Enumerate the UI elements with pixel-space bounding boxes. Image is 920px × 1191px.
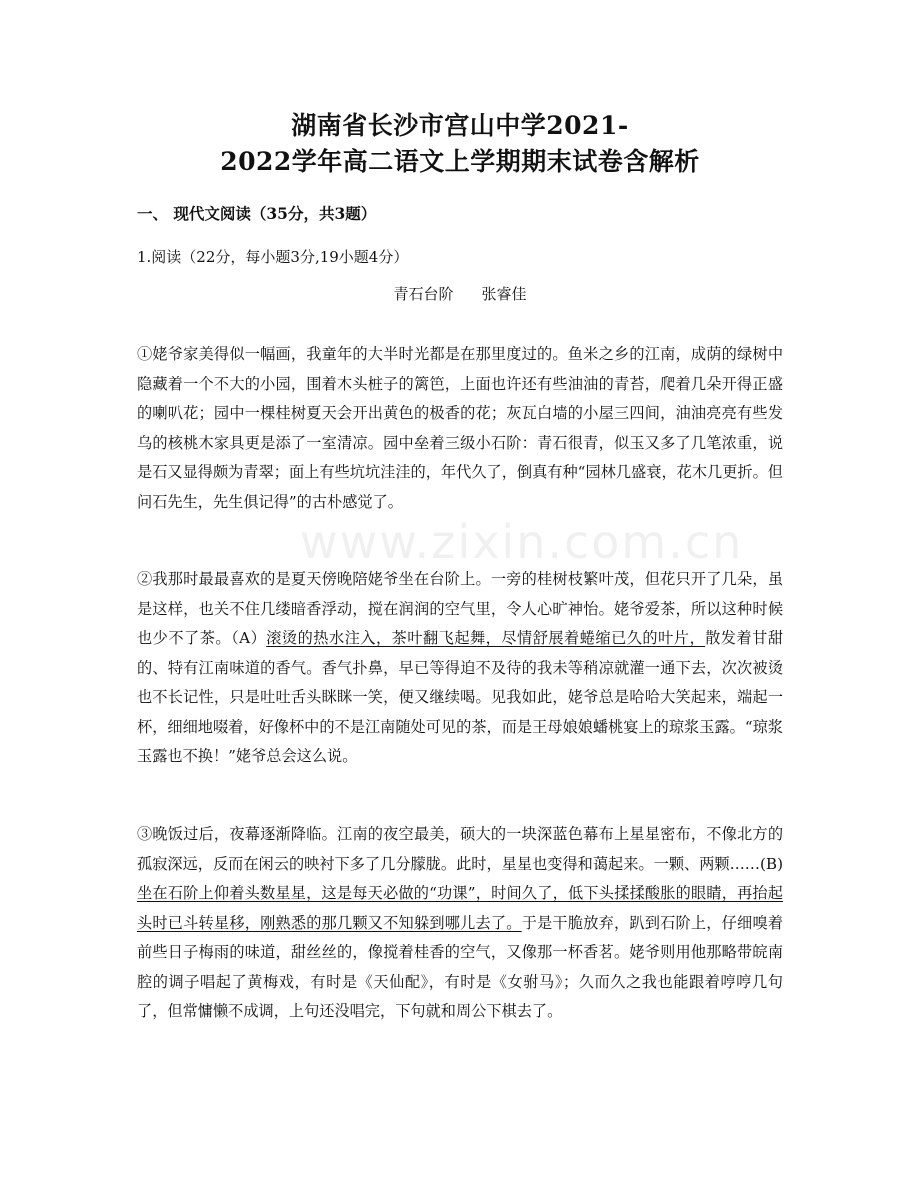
paragraph-3-text-rest: 于是干脆放弃，趴到石阶上，仔细嗅着前些日子梅雨的味道，甜丝丝的，像搅着桂香的空气，又像那一杯香茗。姥爷则用他那略带皖南腔的调子唱起了黄梅戏，有时是《天仙配》，有时是《女驸马》；久而久之我也能跟着哼哼几句了，但常慵懒不成调，上句还没唱完，下句就和周公下棋去了。	[137, 913, 784, 1020]
document-title-line-2: 2022学年高二语文上学期期末试卷含解析	[220, 147, 700, 176]
paragraph-2	[137, 565, 783, 772]
watermark: www.zixin.com.cn	[300, 515, 744, 569]
paragraph-3-underlined-sentence-b: 坐在石阶上仰着头数星星，这是每天必做的“功课”，时间久了，低下头揉揉酸胀的眼睛，再抬起头时已斗转星移，刚熟悉的那几颗又不知躲到哪儿去了。	[137, 884, 783, 932]
paragraph-3-text: ③晚饭过后，夜幕逐渐降临。江南的夜空最美，硕大的一块深蓝色幕布上星星密布，不像北方的孤寂深远，反而在闲云的映衬下多了几分朦胧。此时，星星也变得和蔼起来。一颗、两颗……(B)	[137, 825, 783, 873]
paragraph-2-underlined-sentence-a: 滚烫的热水注入，茶叶翻飞起舞，尽情舒展着蜷缩已久的叶片，	[266, 629, 706, 647]
paragraph-2-text: ②我那时最最喜欢的是夏天傍晚陪姥爷坐在台阶上。一旁的桂树枝繁叶茂，但花只开了几朵，虽是这样，也关不住几缕暗香浮动，搅在润润的空气里，令人心旷神怡。姥爷爱茶，所以这种时候也少不了茶。（A）	[137, 570, 783, 647]
passage-author: 张睿佳	[481, 285, 527, 303]
passage-heading	[0, 282, 920, 306]
paragraph-3	[137, 820, 783, 1027]
paragraph-1: ①姥爷家美得似一幅画，我童年的大半时光都是在那里度过的。鱼米之乡的江南，成荫的绿树中隐藏着一个不大的小园，围着木头桩子的篱笆，上面也许还有些油油的青苔，爬着几朵开得正盛的喇叭花；园中一棵桂树夏天会开出黄色的极香的花；灰瓦白墙的小屋三四间，油油亮亮有些发乌的核桃木家具更是添了一室清凉。园中垒着三级小石阶：青石很青，似玉又多了几笔浓重，说是石又显得颇为青翠；面上有些坑坑洼洼的，年代久了，倒真有种“园林几盛衰，花木几更折。但问石先生，先生俱记得”的古朴感觉了。	[137, 345, 783, 511]
paragraph-2-text-rest: 散发着甘甜的、特有江南味道的香气。香气扑鼻，早已等得迫不及待的我未等稍凉就灌一通下去，次次被烫也不长记性，只是吐吐舌头眯眯一笑，便又继续喝。见我如此，姥爷总是哈哈大笑起来，端起一杯，细细地啜着，好像杯中的不是江南随处可见的茶，而是王母娘娘蟠桃宴上的琼浆玉露。“琼浆玉露也不换！”姥爷总会这么说。	[137, 629, 784, 765]
section-heading: 一、 现代文阅读（35分，共3题）	[137, 204, 377, 223]
passage-title: 青石台阶	[393, 285, 454, 303]
question-intro: 1.阅读（22分，每小题3分,19小题4分）	[137, 248, 409, 266]
document-title-line-1: 湖南省长沙市宫山中学2021-	[291, 111, 629, 140]
